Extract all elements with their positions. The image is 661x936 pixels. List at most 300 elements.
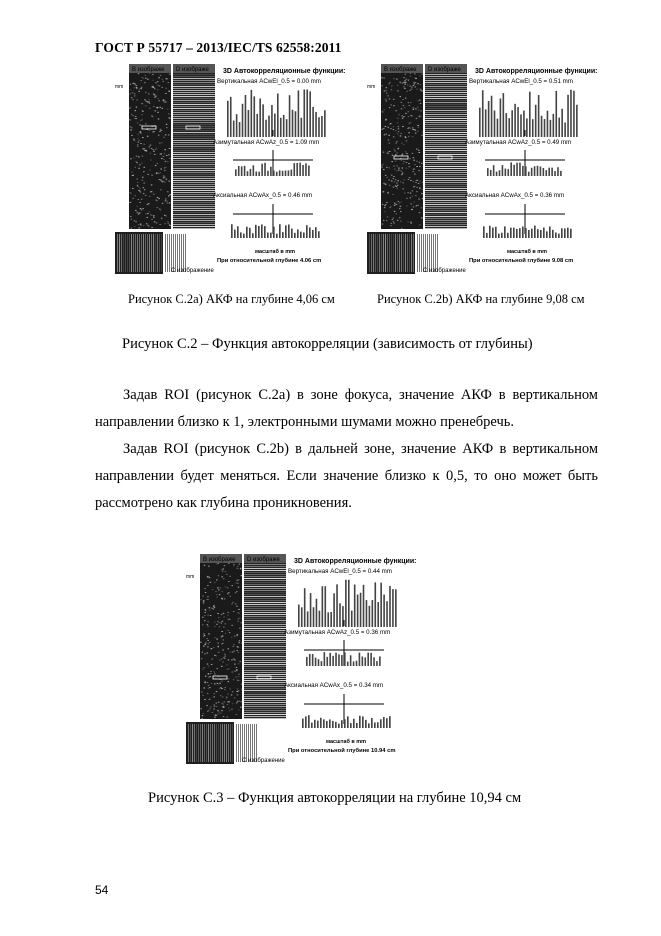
speckle-dot [210,706,212,707]
speckle-dot [227,615,229,616]
speckle-dot [168,91,170,92]
acf-bar [497,119,499,137]
c-image-line [381,234,382,272]
speckle-dot [214,607,216,608]
speckle-dot [143,171,145,172]
speckle-dot [136,88,138,89]
speckle-dot [217,710,219,711]
acf-bar [288,170,290,176]
c-image-line [137,234,138,272]
speckle-dot [238,710,240,711]
acf-bar [342,606,344,627]
y-axis-mark: mm [367,84,376,90]
speckle-dot [406,140,408,141]
speckle-dot [401,174,403,175]
acf-bar [312,230,314,238]
speckle-dot [167,223,169,224]
speckle-dot [151,184,153,185]
streak-line [173,106,215,107]
streak-line [425,122,467,123]
figure-c2b [367,64,602,276]
speckle-dot [403,144,405,145]
speckle-dot [226,698,228,699]
speckle-dot [404,80,406,81]
speckle-dot [410,122,412,123]
speckle-dot [136,85,138,86]
c-image-line [226,724,227,762]
streak-line [173,214,215,215]
speckle-dot [419,162,421,163]
acf-bar [302,719,304,728]
acf-bar [348,580,350,627]
speckle-dot [228,678,230,679]
speckle-dot [130,193,132,194]
speckle-dot [236,667,238,668]
speckle-dot [401,228,403,229]
acf-bar [234,230,236,238]
speckle-dot [223,707,225,708]
c-image-line [423,234,424,272]
speckle-dot [238,587,240,588]
acf-bar [324,652,326,666]
y-axis-mark: mm [186,574,195,580]
acf-bar [312,107,314,137]
speckle-dot [418,170,420,171]
speckle-dot [227,701,229,702]
speckle-dot [236,650,238,651]
speckle-dot [419,100,421,101]
acf-bar [367,653,369,666]
acf-bar [277,94,279,137]
speckle-dot [153,215,155,216]
streak-line [425,124,467,125]
c-image-line [242,724,243,762]
speckle-dot [200,708,202,709]
speckle-dot [205,675,207,676]
streak-line [173,112,215,113]
speckle-dot [405,113,407,114]
speckle-dot [149,211,151,212]
streak-line [425,196,467,197]
c-image-line [202,724,203,762]
acf-bar [241,166,243,176]
acf-bar [528,230,530,238]
acf-bar [317,721,319,728]
speckle-dot [389,124,391,125]
speckle-dot [224,658,226,659]
streak-line [244,660,286,661]
speckle-dot [130,126,132,127]
acf-bar [242,104,244,137]
c-image-line [369,234,370,272]
c-image-line [123,234,124,272]
speckle-dot [153,194,155,195]
streak-line [173,152,215,153]
streak-line [425,180,467,181]
speckle-dot [131,127,133,128]
acf-bar [374,582,376,627]
speckle-dot [143,183,145,184]
speckle-dot [223,627,225,628]
speckle-dot [211,664,213,665]
acf-bar [558,234,560,238]
speckle-dot [407,85,409,86]
acf-bar [541,116,543,137]
speckle-dot [393,99,395,100]
speckle-dot [237,688,239,689]
speckle-dot [217,613,219,614]
speckle-dot [138,140,140,141]
speckle-dot [241,701,243,702]
streak-line [425,86,467,87]
speckle-dot [140,208,142,209]
acf-bar [255,225,257,238]
c-image-line [220,724,221,762]
streak-line [425,202,467,203]
speckle-dot [161,158,163,159]
azimuthal-acf-bars [487,162,562,176]
c-image-line [206,724,207,762]
streak-line [425,214,467,215]
speckle-dot [202,695,204,696]
speckle-dot [231,603,233,604]
acf-bar [500,99,502,137]
speckle-dot [402,99,404,100]
speckle-dot [228,581,230,582]
acf-title: 3D Автокорреляционные функции: [475,68,598,75]
speckle-dot [234,671,236,672]
speckle-dot [150,214,152,215]
c-image-line [397,234,398,272]
speckle-dot [415,108,417,109]
acf-bar [326,721,328,728]
streak-line [244,642,286,643]
speckle-dot [218,617,220,618]
speckle-dot [215,715,217,716]
c-image-line [230,724,231,762]
speckle-dot [153,217,155,218]
speckle-dot [133,139,135,140]
streak-line [425,128,467,129]
speckle-dot [387,192,389,193]
streak-line [425,224,467,225]
c-image-line [208,724,209,762]
speckle-dot [233,611,235,612]
c-image-line [427,234,428,272]
streak-line [425,218,467,219]
speckle-dot [222,613,224,614]
speckle-dot [207,640,209,641]
streak-line [173,116,215,117]
speckle-dot [223,578,225,579]
acf-bar [230,97,232,137]
speckle-dot [396,79,398,80]
speckle-dot [393,105,395,106]
c-image-line [246,724,247,762]
streak-line [425,206,467,207]
speckle-dot [164,170,166,171]
speckle-dot [216,706,218,707]
speckle-dot [204,644,206,645]
streak-line [425,170,467,171]
speckle-dot [240,568,242,569]
speckle-dot [402,154,404,155]
speckle-dot [207,682,209,683]
streak-line [173,180,215,181]
c-image-line [169,234,170,272]
streak-line [244,632,286,633]
streak-line [173,172,215,173]
acf-bar [386,718,388,728]
speckle-dot [163,159,165,160]
speckle-dot [209,607,211,608]
speckle-dot [216,579,218,580]
speckle-dot [225,587,227,588]
speckle-dot [155,149,157,150]
streak-line [425,190,467,191]
acf-bar [309,654,311,666]
speckle-dot [151,227,153,228]
speckle-dot [394,211,396,212]
speckle-dot [231,585,233,586]
speckle-dot [416,180,418,181]
speckle-dot [384,91,386,92]
streak-line [244,656,286,657]
scale-label: масштаб в mm [255,249,296,255]
acf-bar [501,233,503,238]
speckle-dot [203,687,205,688]
streak-line [425,154,467,155]
streak-line [173,132,215,133]
acf-bar [246,227,248,238]
c-image-line [192,724,193,762]
streak-line [244,688,286,689]
speckle-dot [225,571,227,572]
depth-label: При относительной глубине 4.06 cm [217,258,322,264]
c-image-line [173,234,174,272]
speckle-dot [383,164,385,165]
streak-line [173,150,215,151]
speckle-dot [214,706,216,707]
streak-line [173,136,215,137]
speckle-dot [409,123,411,124]
speckle-dot [384,205,386,206]
acf-bar [576,105,578,137]
acf-bar [486,233,488,238]
speckle-dot [420,116,422,117]
speckle-dot [204,565,206,566]
speckle-dot [226,574,228,575]
speckle-dot [130,192,132,193]
speckle-dot [235,592,237,593]
speckle-dot [130,89,132,90]
streak-line [244,580,286,581]
speckle-dot [228,592,230,593]
streak-line [425,166,467,167]
streak-line [425,216,467,217]
speckle-dot [414,174,416,175]
speckle-dot [131,228,133,229]
speckle-dot [224,565,226,566]
speckle-dot [148,93,150,94]
speckle-dot [413,157,415,158]
speckle-dot [227,593,229,594]
speckle-dot [233,564,235,565]
speckle-dot [240,707,242,708]
speckle-dot [408,179,410,180]
speckle-dot [383,183,385,184]
speckle-dot [149,130,151,131]
speckle-dot [395,110,397,111]
speckle-dot [219,660,221,661]
c-image-line [222,724,223,762]
speckle-dot [153,94,155,95]
speckle-dot [165,198,167,199]
acf-bar [371,718,373,728]
streak-line [173,176,215,177]
speckle-dot [213,647,215,648]
speckle-dot [394,205,396,206]
speckle-dot [144,167,146,168]
speckle-dot [209,708,211,709]
speckle-dot [421,135,423,136]
speckle-dot [135,210,137,211]
speckle-dot [422,74,424,75]
acf-bar [498,234,500,238]
speckle-dot [140,80,142,81]
speckle-dot [401,115,403,116]
speckle-dot [139,212,141,213]
speckle-dot [407,221,409,222]
speckle-dot [201,658,203,659]
streak-line [425,172,467,173]
acf-bar [376,661,378,666]
acf-bar [351,611,353,627]
c-image-line [238,724,239,762]
speckle-dot [137,185,139,186]
c-image-line [401,234,402,272]
speckle-dot [419,166,421,167]
speckle-dot [205,612,207,613]
speckle-dot [216,597,218,598]
streak-line [425,100,467,101]
c-image-line [405,234,406,272]
speckle-dot [414,130,416,131]
acf-bar [262,104,264,137]
speckle-dot [403,161,405,162]
streak-line [173,88,215,89]
acf-bar [271,105,273,137]
speckle-dot [133,140,135,141]
speckle-dot [396,183,398,184]
speckle-dot [229,576,231,577]
tab-d-label: D изображе [247,557,280,563]
speckle-dot [399,217,401,218]
speckle-dot [414,201,416,202]
acf-bar [529,92,531,137]
streak-line [173,92,215,93]
acf-bar [300,232,302,238]
speckle-dot [231,694,233,695]
acf-bar [531,168,533,176]
streak-line [173,104,215,105]
acf-bar [520,114,522,137]
streak-line [425,226,467,227]
acf-title: 3D Автокорреляционные функции: [294,558,417,565]
speckle-dot [238,690,240,691]
speckle-dot [397,180,399,181]
acf-bar [247,171,249,176]
speckle-dot [204,635,206,636]
speckle-dot [415,78,417,79]
depth-label: При относительной глубине 9.08 cm [469,258,574,264]
c-image-line [250,724,251,762]
speckle-dot [164,177,166,178]
speckle-dot [138,73,140,74]
acf-bar [333,593,335,627]
acf-bar [561,109,563,137]
speckle-dot [166,179,168,180]
speckle-dot [137,142,139,143]
acf-bar [285,225,287,238]
speckle-dot [131,171,133,172]
speckle-dot [413,85,415,86]
streak-line [425,80,467,81]
streak-line [244,700,286,701]
acf-bar [482,90,484,137]
speckle-dot [155,82,157,83]
speckle-dot [419,212,421,213]
speckle-dot [414,73,416,74]
streak-line [244,622,286,623]
speckle-dot [213,696,215,697]
speckle-dot [410,193,412,194]
acf-bar [369,606,371,627]
c-image-line [177,234,178,272]
acf-bar [305,163,307,176]
acf-bar [383,717,385,728]
acf-bar [309,227,311,238]
acf-bar [362,656,364,666]
speckle-dot [410,76,412,77]
speckle-dot [213,708,215,709]
acf-bar [350,655,352,666]
speckle-dot [417,125,419,126]
c-image-line [145,234,146,272]
speckle-dot [393,187,395,188]
c-image-line [411,234,412,272]
speckle-dot [221,576,223,577]
streak-line [173,210,215,211]
speckle-dot [166,155,168,156]
speckle-dot [216,624,218,625]
speckle-dot [214,673,216,674]
speckle-dot [211,683,213,684]
speckle-dot [385,134,387,135]
acf-bar [318,231,320,238]
speckle-dot [405,168,407,169]
streak-line [244,654,286,655]
speckle-dot [202,669,204,670]
speckle-dot [220,588,222,589]
speckle-dot [234,697,236,698]
acf-bar [303,232,305,238]
speckle-dot [208,674,210,675]
streak-line [244,624,286,625]
speckle-dot [401,154,403,155]
streak-line [425,116,467,117]
streak-line [244,636,286,637]
